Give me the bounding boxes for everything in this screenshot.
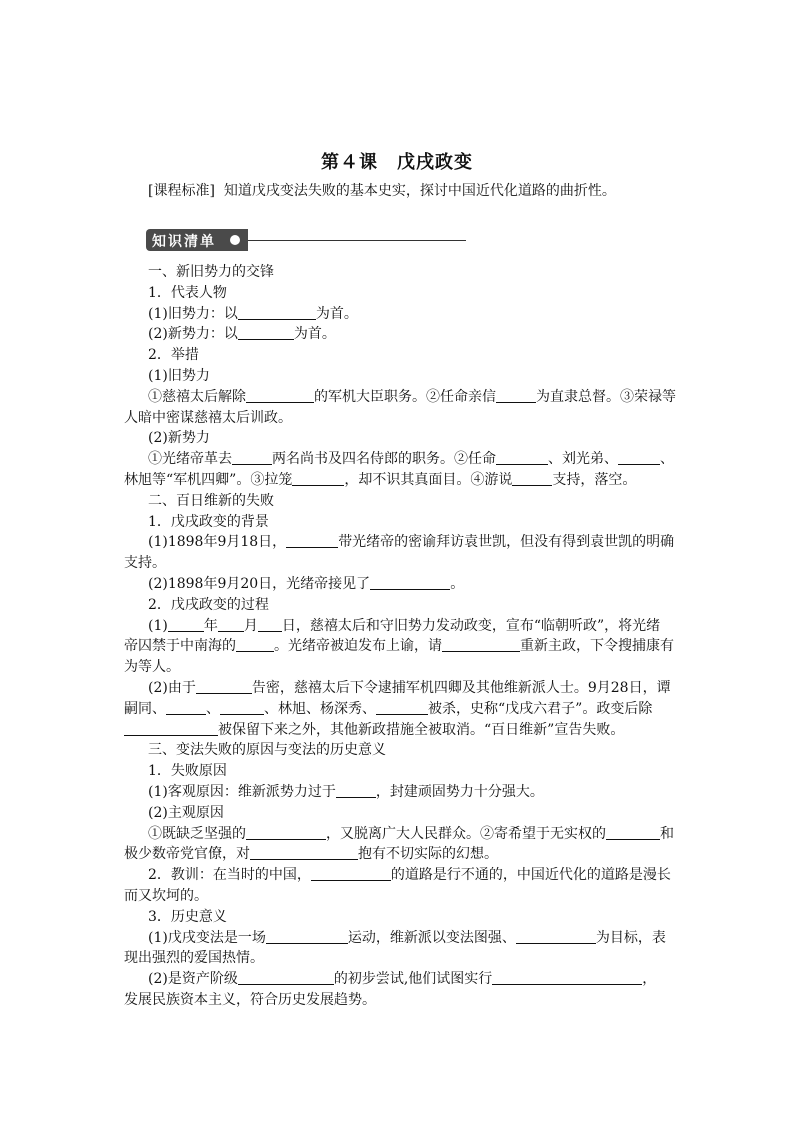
text: 的初步尝试,他们试图实行 bbox=[333, 971, 493, 988]
fill-blank[interactable] bbox=[250, 845, 358, 860]
text: 为等人。 bbox=[124, 659, 180, 676]
text: 支持。 bbox=[124, 555, 166, 572]
heading-3 bbox=[124, 740, 684, 761]
line bbox=[124, 657, 684, 678]
text: 月 bbox=[243, 617, 258, 634]
fill-blank[interactable] bbox=[512, 471, 552, 486]
text: (2)1898年9月20日，光绪帝接见了 bbox=[148, 575, 371, 592]
text: 带光绪帝的密谕拜访袁世凯，但没有得到袁世凯的明确 bbox=[338, 534, 675, 551]
fill-blank[interactable] bbox=[370, 575, 450, 590]
line bbox=[124, 824, 684, 845]
text: 告密，慈禧太后下令逮捕军机四卿及其他维新派人士。9月28日，谭 bbox=[251, 679, 671, 696]
banner-label: 知识清单 bbox=[152, 234, 216, 250]
subheading bbox=[124, 345, 684, 366]
curriculum-text: 知道戊戌变法失败的基本史实，探讨中国近代化道路的曲折性。 bbox=[223, 183, 616, 199]
text: ，却不识其真面目。④游说 bbox=[344, 471, 513, 488]
line bbox=[124, 574, 684, 595]
fill-blank[interactable] bbox=[266, 929, 348, 944]
line bbox=[124, 387, 684, 408]
text: 帝囚禁于中南海的 bbox=[124, 638, 236, 655]
text: (1)旧势力：以 bbox=[148, 305, 238, 322]
text: 重新主政，下令搜捕康有 bbox=[520, 638, 674, 655]
fill-blank[interactable] bbox=[238, 305, 316, 320]
fill-blank[interactable] bbox=[336, 783, 376, 798]
text: 发展民族资本主义，符合历史发展趋势。 bbox=[124, 991, 376, 1008]
line bbox=[124, 699, 684, 720]
fill-blank[interactable] bbox=[166, 700, 206, 715]
line bbox=[124, 366, 684, 387]
fill-blank[interactable] bbox=[220, 700, 264, 715]
fill-blank[interactable] bbox=[168, 617, 204, 632]
fill-blank[interactable] bbox=[376, 700, 428, 715]
text: 2．举措 bbox=[148, 347, 199, 364]
knowledge-list bbox=[124, 262, 684, 1011]
text: 2．戊戌政变的过程 bbox=[148, 596, 269, 613]
text: 日，慈禧太后和守旧势力发动政变，宣布“临朝听政”，将光绪 bbox=[281, 617, 661, 634]
line bbox=[124, 803, 684, 824]
text: (2)新势力 bbox=[148, 430, 210, 447]
text: 的军机大臣职务。②任命亲信 bbox=[314, 388, 496, 405]
fill-blank[interactable] bbox=[286, 533, 338, 548]
text: 而又坎坷的。 bbox=[124, 887, 208, 904]
fill-blank[interactable] bbox=[196, 679, 252, 694]
subheading bbox=[124, 283, 684, 304]
text: 年 bbox=[203, 617, 218, 634]
text: (1)1898年9月18日， bbox=[148, 534, 287, 551]
fill-blank[interactable] bbox=[236, 637, 274, 652]
text: 二、百日维新的失败 bbox=[148, 492, 274, 509]
heading-2 bbox=[124, 491, 684, 512]
text: ， bbox=[642, 971, 657, 988]
text: 、刘光弟、 bbox=[548, 451, 618, 468]
text: 极少数帝党官僚，对 bbox=[124, 846, 250, 863]
line bbox=[124, 865, 684, 886]
fill-blank[interactable] bbox=[246, 388, 314, 403]
text: (2)主观原因 bbox=[148, 804, 224, 821]
line bbox=[124, 678, 684, 699]
text: (1)戊戌变法是一场 bbox=[148, 929, 266, 946]
line bbox=[124, 969, 684, 990]
fill-blank[interactable] bbox=[238, 970, 334, 985]
line bbox=[124, 408, 684, 429]
line bbox=[124, 782, 684, 803]
line bbox=[124, 928, 684, 949]
fill-blank[interactable] bbox=[442, 637, 520, 652]
line bbox=[124, 886, 684, 907]
subheading bbox=[124, 512, 684, 533]
text: 。 bbox=[450, 575, 465, 592]
fill-blank[interactable] bbox=[492, 970, 642, 985]
text: 被杀，史称“戊戌六君子”。政变后除 bbox=[428, 700, 653, 717]
text: 运动，维新派以变法图强、 bbox=[347, 929, 516, 946]
text: (1) bbox=[148, 617, 168, 634]
curriculum-standard bbox=[148, 180, 616, 200]
line bbox=[124, 449, 684, 470]
banner-box bbox=[146, 229, 248, 251]
text: 为首。 bbox=[293, 326, 336, 343]
fill-blank[interactable] bbox=[292, 471, 344, 486]
text: 人暗中密谋慈禧太后训政。 bbox=[124, 409, 292, 426]
text: 1．戊戌政变的背景 bbox=[148, 513, 269, 530]
subheading bbox=[124, 761, 684, 782]
fill-blank[interactable] bbox=[258, 617, 282, 632]
text: 嗣同、 bbox=[124, 700, 166, 717]
line bbox=[124, 636, 684, 657]
text: 1．代表人物 bbox=[148, 284, 227, 301]
line bbox=[124, 616, 684, 637]
text: 支持，落空。 bbox=[552, 471, 637, 488]
line bbox=[124, 324, 684, 345]
line bbox=[124, 304, 684, 325]
text: 为目标，表 bbox=[595, 929, 666, 946]
text: 三、变法失败的原因与变法的历史意义 bbox=[148, 742, 386, 759]
bullet-icon bbox=[230, 235, 240, 245]
text: (1)客观原因：维新派势力过于 bbox=[148, 783, 336, 800]
line bbox=[124, 532, 684, 553]
fill-blank[interactable] bbox=[618, 450, 660, 465]
text: 一、新旧势力的交锋 bbox=[148, 264, 274, 280]
text: 、 bbox=[206, 700, 220, 717]
text: 。光绪帝被迫发布上谕，请 bbox=[274, 638, 442, 655]
text: 、 bbox=[660, 451, 674, 468]
line bbox=[124, 553, 684, 574]
curriculum-label: [课程标准] bbox=[148, 183, 215, 199]
text: 、林旭、杨深秀、 bbox=[264, 700, 376, 717]
fill-blank[interactable] bbox=[606, 825, 660, 840]
text: 3．历史意义 bbox=[148, 908, 227, 925]
text: 2．教训：在当时的中国， bbox=[148, 867, 311, 884]
text: ①慈禧太后解除 bbox=[148, 388, 246, 405]
text: ，又脱离广大人民群众。②寄希望于无实权的 bbox=[326, 825, 606, 842]
text: 1．失败原因 bbox=[148, 763, 227, 780]
subheading bbox=[124, 595, 684, 616]
fill-blank[interactable] bbox=[496, 388, 536, 403]
lesson-title: 第４课 戊戌政变 bbox=[321, 152, 473, 173]
fill-blank[interactable] bbox=[238, 325, 294, 340]
fill-blank[interactable] bbox=[124, 721, 218, 736]
text: ①光绪帝革去 bbox=[148, 451, 232, 468]
text: 林旭等“军机四卿”。③拉笼 bbox=[124, 471, 293, 488]
banner-divider bbox=[248, 240, 466, 241]
text: (1)旧势力 bbox=[148, 367, 210, 384]
heading-1 bbox=[124, 262, 684, 283]
line bbox=[124, 720, 684, 741]
text: 两名尚书及四名侍郎的职务。②任命 bbox=[272, 451, 496, 468]
fill-blank[interactable] bbox=[246, 825, 326, 840]
fill-blank[interactable] bbox=[218, 617, 244, 632]
line bbox=[124, 990, 684, 1011]
line bbox=[124, 844, 684, 865]
text: (2)是资产阶级 bbox=[148, 971, 238, 988]
fill-blank[interactable] bbox=[232, 450, 272, 465]
line bbox=[124, 470, 684, 491]
line bbox=[124, 428, 684, 449]
text: 被保留下来之外，其他新政措施全被取消。“百日维新”宣告失败。 bbox=[218, 721, 625, 738]
text: 和 bbox=[660, 825, 674, 842]
text: ，封建顽固势力十分强大。 bbox=[375, 783, 544, 800]
fill-blank[interactable] bbox=[516, 929, 596, 944]
text: 为首。 bbox=[315, 305, 358, 322]
text: 抱有不切实际的幻想。 bbox=[358, 846, 498, 863]
subheading bbox=[124, 907, 684, 928]
line bbox=[124, 948, 684, 969]
fill-blank[interactable] bbox=[496, 450, 548, 465]
text: 的道路是行不通的，中国近代化的道路是漫长 bbox=[390, 867, 671, 884]
text: 为直隶总督。③荣禄等 bbox=[536, 388, 676, 405]
text: (2)由于 bbox=[148, 679, 196, 696]
fill-blank[interactable] bbox=[311, 866, 391, 881]
text: (2)新势力：以 bbox=[148, 326, 238, 343]
text: ①既缺乏坚强的 bbox=[148, 825, 246, 842]
text: 现出强烈的爱国热情。 bbox=[124, 950, 264, 967]
